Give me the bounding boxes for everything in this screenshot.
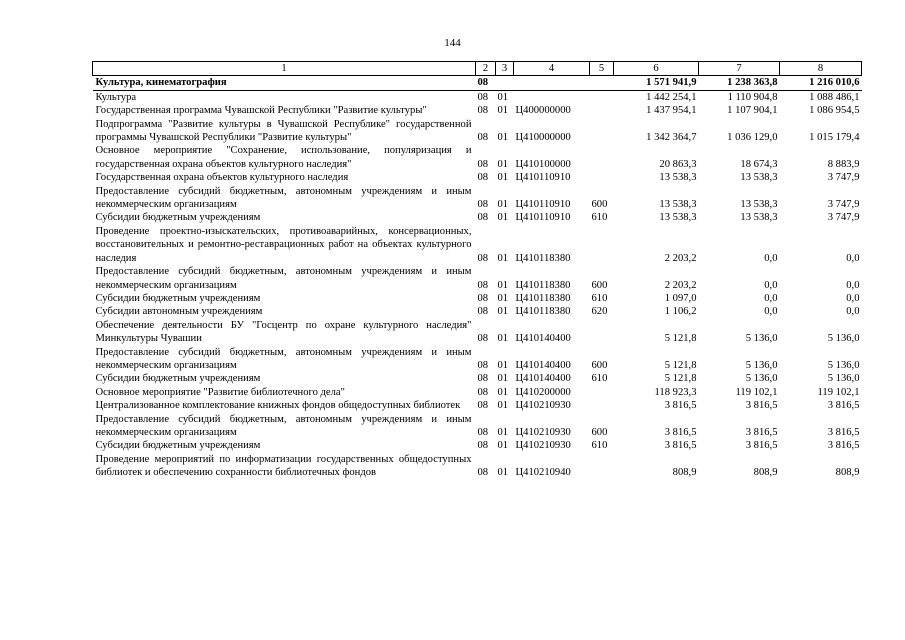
target-article-cell: Ц410118380 — [515, 292, 571, 304]
amount-col7-cell: 1 107 904,1 — [727, 105, 778, 117]
amount-col8-cell: 0,0 — [846, 279, 860, 291]
header-cell: 3 — [496, 62, 514, 76]
section-code-cell: 08 — [477, 467, 489, 479]
amount-col8-cell: 3 747,9 — [827, 172, 860, 184]
expense-type-cell: 600 — [591, 426, 608, 438]
target-article-cell: Ц410210930 — [515, 426, 571, 438]
header-cell: 7 — [699, 62, 780, 76]
amount-col8-cell: 0,0 — [846, 292, 860, 304]
section-code-cell: 08 — [477, 426, 489, 438]
amount-col6-cell: 5 121,8 — [664, 359, 697, 371]
amount-col6-cell: 118 923,3 — [654, 386, 697, 398]
target-article-cell: Ц410110910 — [515, 199, 571, 211]
target-article-cell: Ц410110910 — [515, 172, 571, 184]
amount-col6-cell: 13 538,3 — [659, 212, 697, 224]
subsection-code-cell: 01 — [497, 467, 509, 479]
expense-type-cell — [590, 104, 614, 117]
target-article-cell: Ц410210930 — [515, 440, 571, 452]
subsection-code-cell: 01 — [497, 132, 509, 144]
table-row — [93, 386, 862, 399]
row-name-cell: Субсидии автономным учреждениям — [95, 306, 263, 318]
section-code-cell: 08 — [477, 91, 489, 103]
table-row — [93, 185, 862, 212]
subsection-code-cell: 01 — [497, 333, 509, 345]
row-name-cell: Предоставление субсидий бюджетным, автономным учреждениям и иным некоммерческим организациям — [95, 266, 472, 291]
amount-col8-cell: 3 816,5 — [827, 426, 860, 438]
section-code-cell: 08 — [477, 252, 489, 264]
subsection-code-cell: 01 — [497, 373, 509, 385]
row-name-cell: Субсидии бюджетным учреждениям — [95, 373, 261, 385]
amount-col7-cell: 1 110 904,8 — [727, 91, 778, 103]
row-name-cell: Предоставление субсидий бюджетным, автономным учреждениям и иным некоммерческим организациям — [95, 185, 472, 211]
budget-table — [92, 61, 862, 480]
subsection-code-cell — [496, 76, 514, 90]
subsection-code-cell: 01 — [497, 252, 509, 264]
subsection-code-cell: 01 — [497, 212, 509, 224]
subsection-code-cell: 01 — [497, 306, 509, 318]
amount-col6-cell: 1 342 364,7 — [646, 132, 697, 144]
amount-col7-cell: 0,0 — [764, 252, 778, 264]
expense-type-cell: 610 — [591, 440, 608, 452]
target-article-cell: Ц410210930 — [515, 400, 571, 412]
header-cell: 4 — [514, 62, 590, 76]
expense-type-cell — [590, 76, 614, 90]
row-name-cell: Субсидии бюджетным учреждениям — [95, 440, 261, 452]
amount-col7-cell: 0,0 — [764, 306, 778, 318]
table-row — [93, 171, 862, 184]
target-article-cell: Ц410140400 — [515, 333, 571, 345]
expense-type-cell — [590, 453, 614, 480]
table-row — [93, 225, 862, 265]
expense-type-cell — [590, 399, 614, 412]
expense-type-cell: 610 — [591, 212, 608, 224]
amount-col7-cell: 18 674,3 — [740, 158, 778, 170]
subsection-code-cell: 01 — [497, 359, 509, 371]
expense-type-cell: 610 — [591, 292, 608, 304]
table-row — [93, 292, 862, 305]
expense-type-cell: 600 — [591, 359, 608, 371]
section-code-cell: 08 — [477, 132, 489, 144]
row-name-cell: Предоставление субсидий бюджетным, автономным учреждениям и иным некоммерческим организациям — [95, 413, 472, 438]
subsection-code-cell: 01 — [497, 105, 509, 117]
section-code-cell: 08 — [477, 373, 489, 385]
target-article-cell: Ц410118380 — [515, 252, 571, 264]
section-code-cell: 08 — [477, 279, 489, 291]
amount-col7-cell: 13 538,3 — [740, 212, 778, 224]
section-code-cell: 08 — [477, 359, 489, 371]
target-article-cell: Ц410200000 — [515, 386, 571, 398]
subsection-code-cell: 01 — [497, 292, 509, 304]
section-code-cell: 08 — [477, 306, 489, 318]
amount-col6-cell: 5 121,8 — [664, 333, 697, 345]
header-cell: 6 — [614, 62, 699, 76]
amount-col8-cell: 5 136,0 — [827, 333, 860, 345]
amount-col7-cell: 3 816,5 — [745, 440, 778, 452]
header-cell: 1 — [93, 62, 476, 76]
expense-type-cell: 600 — [591, 199, 608, 211]
amount-col7-cell: 5 136,0 — [745, 333, 778, 345]
amount-col7-cell: 1 238 363,8 — [699, 76, 780, 90]
row-name-cell: Централизованное комплектование книжных фондов общедоступных библиотек — [95, 400, 461, 412]
target-article-cell: Ц410110910 — [515, 212, 571, 224]
amount-col8-cell: 0,0 — [846, 306, 860, 318]
amount-col8-cell: 8 883,9 — [827, 158, 860, 170]
subsection-code-cell: 01 — [497, 199, 509, 211]
table-row — [93, 76, 862, 90]
amount-col6-cell: 5 121,8 — [664, 373, 697, 385]
amount-col7-cell: 808,9 — [753, 467, 778, 479]
target-article-cell: Ц400000000 — [515, 105, 571, 117]
amount-col8-cell: 1 086 954,5 — [809, 105, 860, 117]
expense-type-cell — [590, 118, 614, 145]
expense-type-cell — [590, 144, 614, 171]
row-name-cell: Субсидии бюджетным учреждениям — [95, 292, 261, 304]
expense-type-cell — [590, 225, 614, 265]
table-row — [93, 372, 862, 385]
row-name-cell: Государственная программа Чувашской Республики "Развитие культуры" — [95, 105, 427, 117]
amount-col8-cell: 808,9 — [835, 467, 860, 479]
target-article-cell — [514, 90, 590, 104]
amount-col7-cell: 5 136,0 — [745, 373, 778, 385]
target-article-cell: Ц410118380 — [515, 279, 571, 291]
amount-col8-cell: 1 015 179,4 — [809, 132, 860, 144]
expense-type-cell: 600 — [591, 279, 608, 291]
amount-col8-cell: 1 088 486,1 — [809, 91, 860, 103]
target-article-cell: Ц410000000 — [515, 132, 571, 144]
amount-col7-cell: 3 816,5 — [745, 400, 778, 412]
section-code-cell: 08 — [477, 440, 489, 452]
amount-col6-cell: 13 538,3 — [659, 172, 697, 184]
row-name-cell: Проведение мероприятий по информатизации государственных общедоступных библиотек и обеспечению сохранности библиотечных фондов — [95, 453, 472, 479]
target-article-cell: Ц410210940 — [515, 467, 571, 479]
amount-col7-cell: 0,0 — [764, 292, 778, 304]
expense-type-cell: 620 — [591, 306, 608, 318]
header-cell: 2 — [476, 62, 496, 76]
section-code-cell: 08 — [477, 199, 489, 211]
table-row — [93, 346, 862, 373]
amount-col6-cell: 1 442 254,1 — [646, 91, 697, 103]
row-name-cell: Субсидии бюджетным учреждениям — [95, 212, 261, 224]
table-row — [93, 144, 862, 171]
row-name-cell: Основное мероприятие "Развитие библиотечного дела" — [95, 386, 345, 398]
amount-col8-cell: 3 747,9 — [827, 199, 860, 211]
subsection-code-cell: 01 — [497, 158, 509, 170]
amount-col7-cell: 13 538,3 — [740, 199, 778, 211]
target-article-cell: Ц410140400 — [515, 359, 571, 371]
section-code-cell: 08 — [477, 158, 489, 170]
amount-col6-cell: 1 571 941,9 — [614, 76, 699, 90]
row-name-cell: Предоставление субсидий бюджетным, автономным учреждениям и иным некоммерческим организациям — [95, 346, 472, 371]
amount-col7-cell: 3 816,5 — [745, 426, 778, 438]
table-row — [93, 305, 862, 318]
amount-col6-cell: 3 816,5 — [664, 440, 697, 452]
amount-col6-cell: 2 203,2 — [664, 252, 697, 264]
amount-col8-cell: 3 816,5 — [827, 440, 860, 452]
amount-col8-cell: 1 216 010,6 — [780, 76, 862, 90]
amount-col6-cell: 1 097,0 — [664, 292, 697, 304]
expense-type-cell — [590, 319, 614, 346]
amount-col6-cell: 1 106,2 — [664, 306, 697, 318]
row-name-cell: Основное мероприятие "Сохранение, использование, популяризация и государственная охрана объектов культурного наследия" — [95, 145, 472, 170]
table-row — [93, 453, 862, 480]
amount-col8-cell: 5 136,0 — [827, 373, 860, 385]
amount-col8-cell: 119 102,1 — [817, 386, 860, 398]
amount-col6-cell: 20 863,3 — [659, 158, 697, 170]
section-code-cell: 08 — [476, 76, 496, 90]
amount-col7-cell: 1 036 129,0 — [727, 132, 778, 144]
table-row — [93, 399, 862, 412]
section-code-cell: 08 — [477, 292, 489, 304]
amount-col6-cell: 3 816,5 — [664, 400, 697, 412]
target-article-cell: Ц410118380 — [515, 306, 571, 318]
amount-col7-cell: 119 102,1 — [735, 386, 778, 398]
amount-col6-cell: 808,9 — [672, 467, 697, 479]
subsection-code-cell: 01 — [497, 440, 509, 452]
table-row — [93, 118, 862, 145]
section-code-cell: 08 — [477, 400, 489, 412]
expense-type-cell — [590, 171, 614, 184]
row-name-cell: Культура, кинематография — [93, 76, 476, 90]
table-row — [93, 265, 862, 292]
table-row — [93, 104, 862, 117]
amount-col8-cell: 5 136,0 — [827, 359, 860, 371]
subsection-code-cell: 01 — [497, 91, 509, 103]
target-article-cell: Ц410100000 — [515, 158, 571, 170]
header-cell: 8 — [780, 62, 862, 76]
table-body — [93, 76, 862, 480]
amount-col8-cell: 0,0 — [846, 252, 860, 264]
table-header-row — [93, 62, 862, 76]
table-row — [93, 439, 862, 452]
subsection-code-cell: 01 — [497, 400, 509, 412]
amount-col7-cell: 5 136,0 — [745, 359, 778, 371]
expense-type-cell — [590, 90, 614, 104]
amount-col7-cell: 0,0 — [764, 279, 778, 291]
row-name-cell: Проведение проектно-изыскательских, противоаварийных, консервационных, восстановительных и ремонтно-реставрационных работ на объектах культурного наследия — [95, 225, 472, 264]
table-row — [93, 319, 862, 346]
expense-type-cell: 610 — [591, 373, 608, 385]
header-cell: 5 — [590, 62, 614, 76]
row-name-cell: Культура — [95, 91, 137, 103]
amount-col6-cell: 1 437 954,1 — [646, 105, 697, 117]
table-row — [93, 211, 862, 224]
section-code-cell: 08 — [477, 105, 489, 117]
amount-col6-cell: 13 538,3 — [659, 199, 697, 211]
section-code-cell: 08 — [477, 333, 489, 345]
subsection-code-cell: 01 — [497, 172, 509, 184]
amount-col7-cell: 13 538,3 — [740, 172, 778, 184]
subsection-code-cell: 01 — [497, 279, 509, 291]
subsection-code-cell: 01 — [497, 386, 509, 398]
row-name-cell: Подпрограмма "Развитие культуры в Чувашской Республике" государственной программы Чувашской Республики "Развитие культуры" — [95, 118, 472, 144]
row-name-cell: Государственная охрана объектов культурного наследия — [95, 172, 349, 184]
page-number: 144 — [444, 37, 461, 49]
amount-col8-cell: 3 816,5 — [827, 400, 860, 412]
subsection-code-cell: 01 — [497, 426, 509, 438]
table-row — [93, 90, 862, 104]
expense-type-cell — [590, 386, 614, 399]
target-article-cell: Ц410140400 — [515, 373, 571, 385]
section-code-cell: 08 — [477, 212, 489, 224]
amount-col6-cell: 2 203,2 — [664, 279, 697, 291]
target-article-cell — [514, 76, 590, 90]
section-code-cell: 08 — [477, 386, 489, 398]
row-name-cell: Обеспечение деятельности БУ "Госцентр по охране культурного наследия" Минкультуры Чувашии — [95, 319, 472, 345]
amount-col8-cell: 3 747,9 — [827, 212, 860, 224]
table-row — [93, 413, 862, 440]
amount-col6-cell: 3 816,5 — [664, 426, 697, 438]
section-code-cell: 08 — [477, 172, 489, 184]
